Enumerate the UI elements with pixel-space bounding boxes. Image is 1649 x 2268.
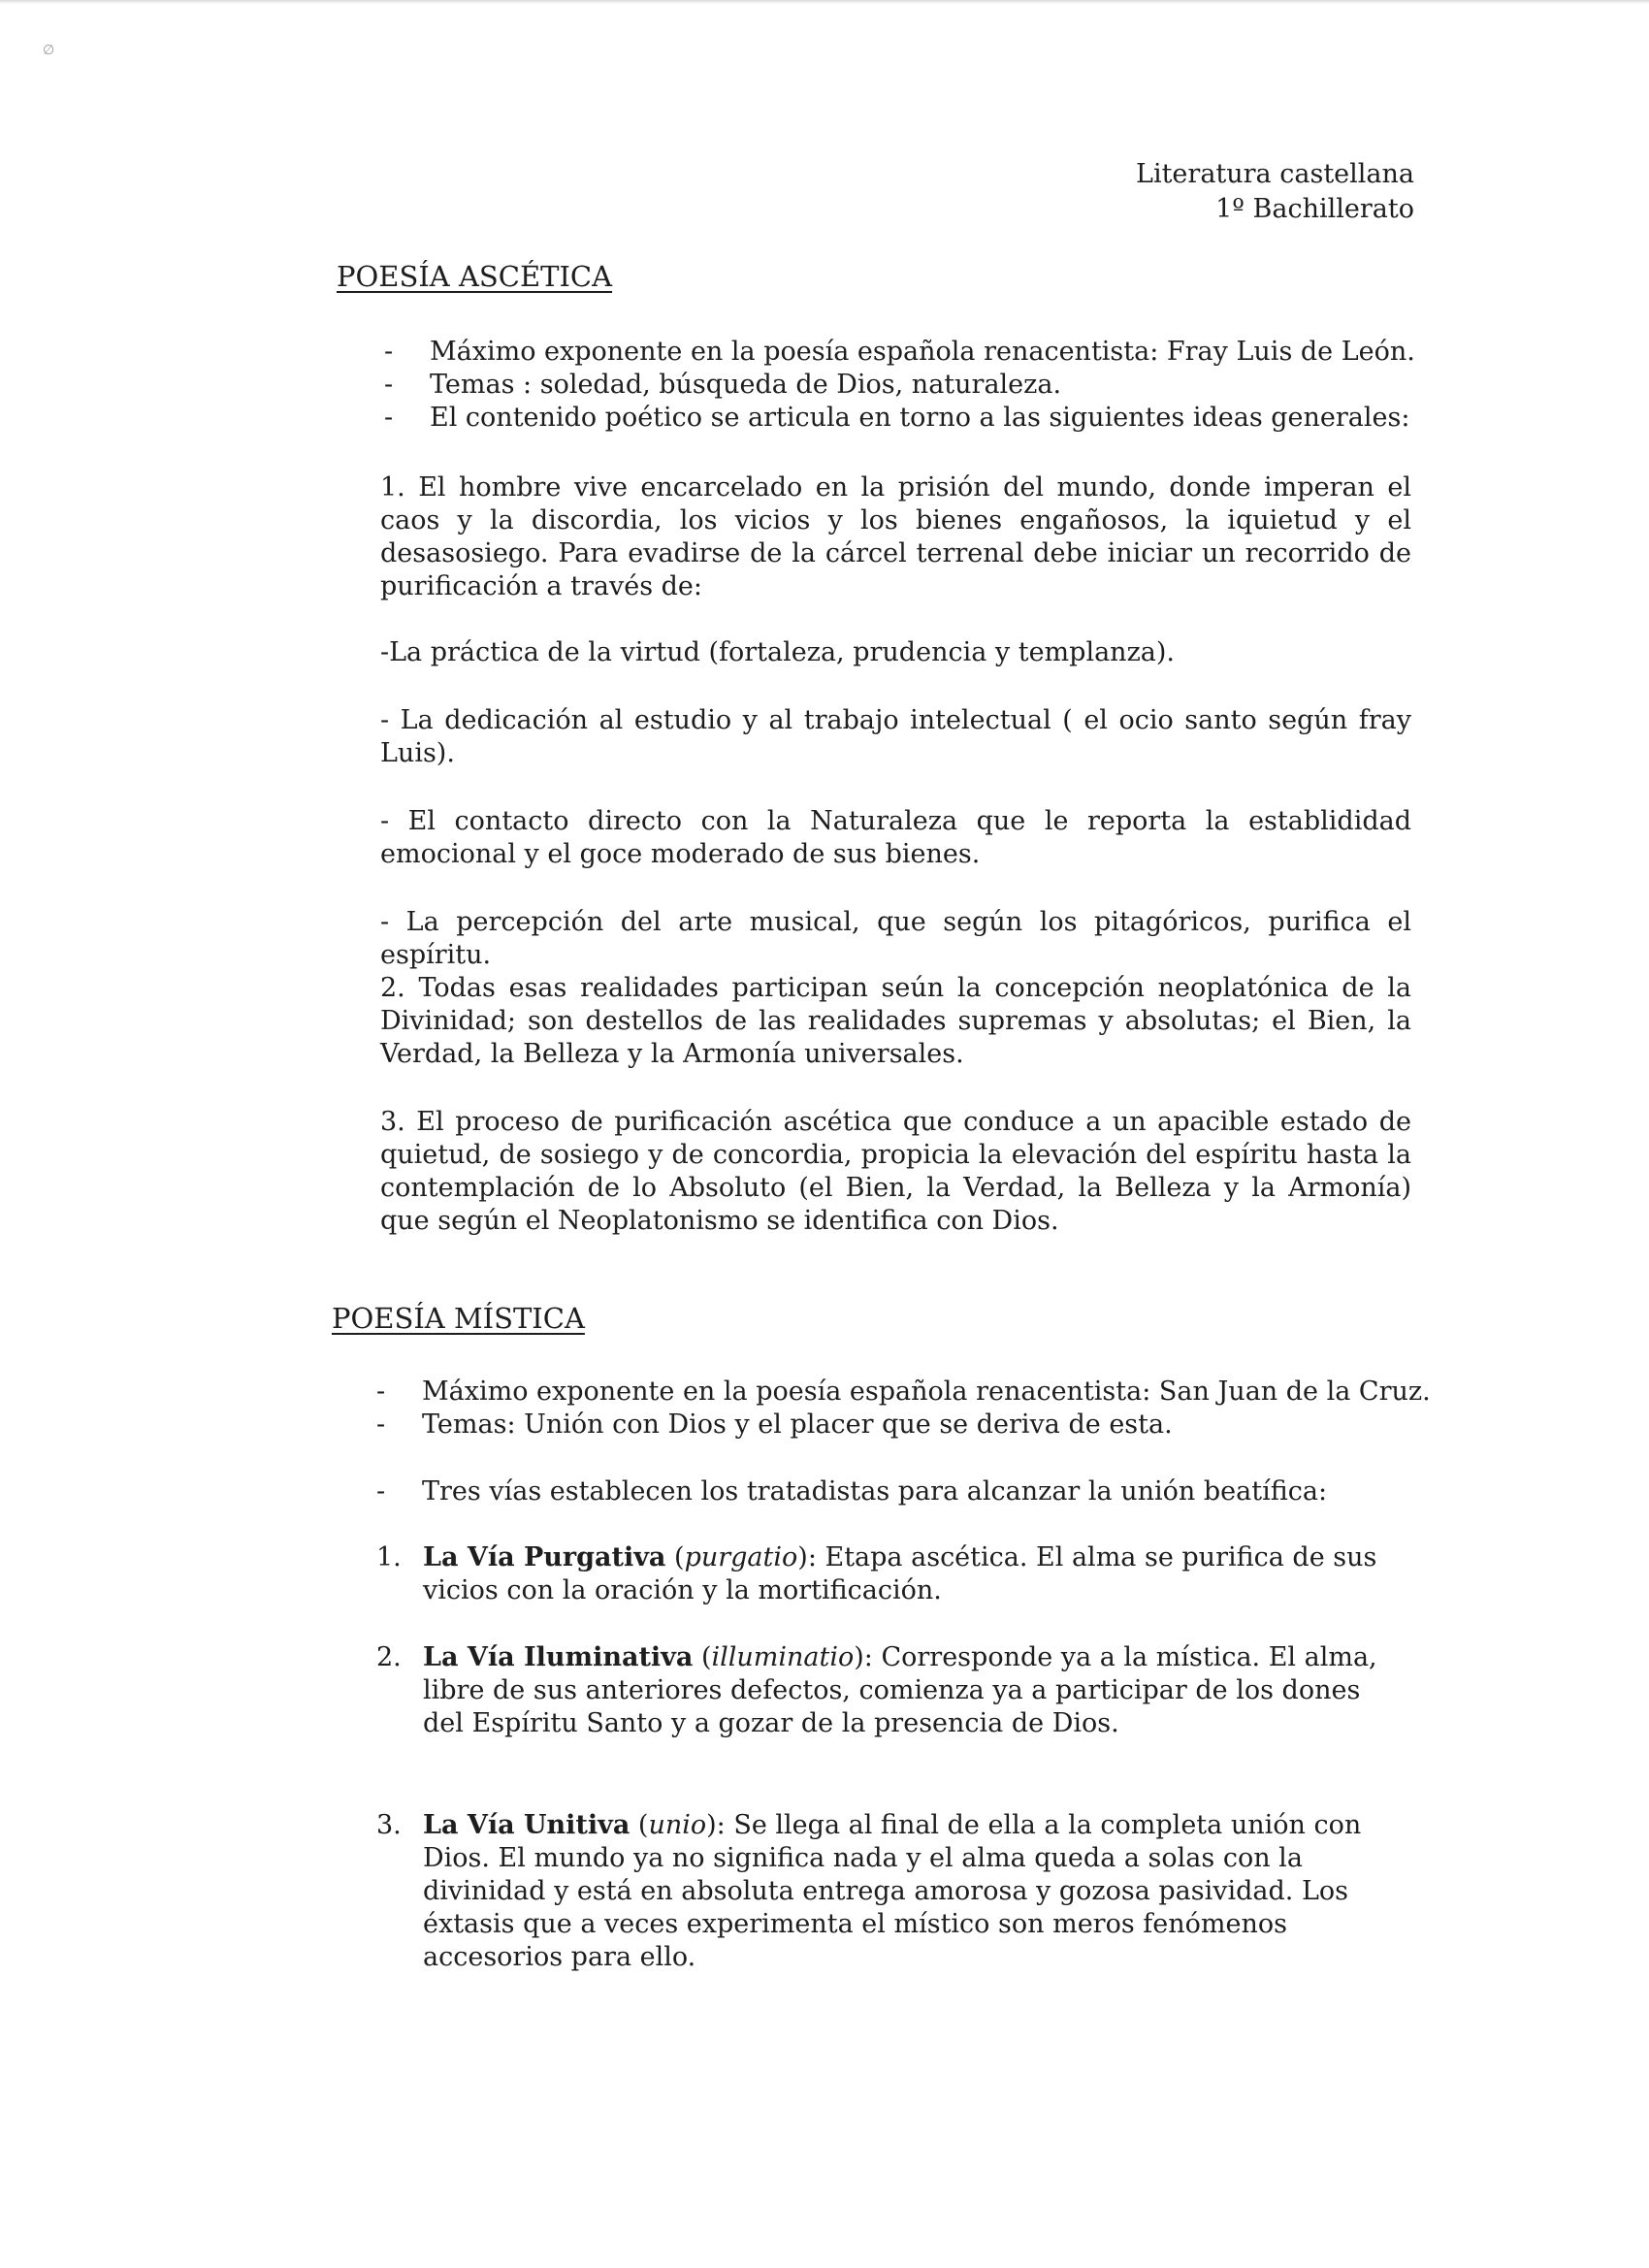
list-item: - Máximo exponente en la poesía española renacentista: San Juan de la Cruz. — [376, 1377, 1431, 1407]
mistica-bullet-list — [376, 1376, 1431, 1442]
via-number: 1. — [376, 1542, 402, 1572]
ascetica-point-1: 1. El hombre vive encarcelado en la prisión del mundo, donde imperan el caos y la discordia, los vicios y los bienes engañosos, la iquietud y el desasosiego. Para evadirse de la cárcel terrenal debe iniciar un recorrido de purificación a través de: — [380, 472, 1411, 601]
via-iluminativa: 2. La Vía Iluminativa (illuminatio): Corresponde ya a la mística. El alma, libre de sus anteriores defectos, comienza ya a participar de los dones del Espíritu Santo y a gozar de la presencia de Dios. — [376, 1642, 1377, 1738]
scan-speck: ∅ — [43, 43, 55, 58]
via-purgativa: 1. La Vía Purgativa (purgatio): Etapa ascética. El alma se purifica de sus vicios con la oración y la mortificación. — [376, 1542, 1377, 1605]
via-latin: unio — [648, 1810, 707, 1840]
mistica-bullet-list-2 — [376, 1475, 1327, 1508]
list-item: - Temas : soledad, búsqueda de Dios, naturaleza. — [384, 370, 1062, 400]
list-item: - Máximo exponente en la poesía española renacentista: Fray Luis de León. — [384, 337, 1415, 367]
ascetica-bullet-list — [384, 336, 1415, 435]
list-item: - Tres vías establecen los tratadistas para alcanzar la unión beatífica: — [376, 1476, 1328, 1507]
document-header — [1136, 157, 1414, 227]
via-name: La Vía Purgativa — [423, 1542, 666, 1572]
section-title-mistica: POESÍA MÍSTICA — [332, 1302, 585, 1335]
via-latin: purgatio — [684, 1542, 798, 1572]
via-name: La Vía Unitiva — [423, 1810, 630, 1840]
ascetica-subpoint: - La percepción del arte musical, que según los pitagóricos, purifica el espíritu. — [380, 907, 1411, 970]
subject-label: Literatura castellana — [1136, 159, 1414, 189]
via-text: : Etapa ascética. El alma se purifica de sus vicios con la oración y la mortificación. — [423, 1542, 1377, 1605]
ascetica-subpoint: -La práctica de la virtud (fortaleza, prudencia y templanza). — [380, 637, 1176, 667]
list-item: - Temas: Unión con Dios y el placer que se deriva de esta. — [376, 1409, 1173, 1440]
section-title-ascetica: POESÍA ASCÉTICA — [337, 260, 613, 293]
via-latin: illuminatio — [711, 1642, 855, 1672]
ascetica-point-2: 2. Todas esas realidades participan seún la concepción neoplatónica de la Divinidad; son destellos de las realidades supremas y absolutas; el Bien, la Verdad, la Belleza y la Armonía universales. — [380, 973, 1411, 1069]
list-item: - El contenido poético se articula en torno a las siguientes ideas generales: — [384, 403, 1410, 433]
via-number: 2. — [376, 1642, 402, 1672]
via-name: La Vía Iluminativa — [423, 1642, 694, 1672]
via-unitiva: 3. La Vía Unitiva (unio): Se llega al final de ella a la completa unión con Dios. El mundo ya no significa nada y el alma queda a solas con la divinidad y está en absoluta entrega amorosa y gozosa pasividad. Los éxtasis que a veces experimenta el místico son meros fenómenos accesorios para ello. — [376, 1810, 1362, 1972]
via-number: 3. — [376, 1810, 402, 1840]
course-label: 1º Bachillerato — [1215, 194, 1414, 224]
via-text: : Corresponde ya a la mística. El alma, libre de sus anteriores defectos, comienza ya a participar de los dones del Espíritu Santo y a gozar de la presencia de Dios. — [423, 1642, 1377, 1738]
ascetica-point-3: 3. El proceso de purificación ascética que conduce a un apacible estado de quietud, de sosiego y de concordia, propicia la elevación del espíritu hasta la contemplación de lo Absoluto (el Bien, la Verdad, la Belleza y la Armonía) que según el Neoplatonismo se identifica con Dios. — [380, 1107, 1411, 1236]
ascetica-subpoint: - El contacto directo con la Naturaleza que le reporta la establididad emocional y el goce moderado de sus bienes. — [380, 806, 1411, 869]
via-text: : Se llega al final de ella a la completa unión con Dios. El mundo ya no significa nada y el alma queda a solas con la divinidad y está en absoluta entrega amorosa y gozosa pasividad. Los éxtasis que a veces experimenta el místico son meros fenómenos accesorios para ello. — [423, 1810, 1362, 1972]
scan-edge — [0, 0, 1649, 4]
ascetica-subpoint: - La dedicación al estudio y al trabajo intelectual ( el ocio santo según fray Luis). — [380, 705, 1411, 768]
